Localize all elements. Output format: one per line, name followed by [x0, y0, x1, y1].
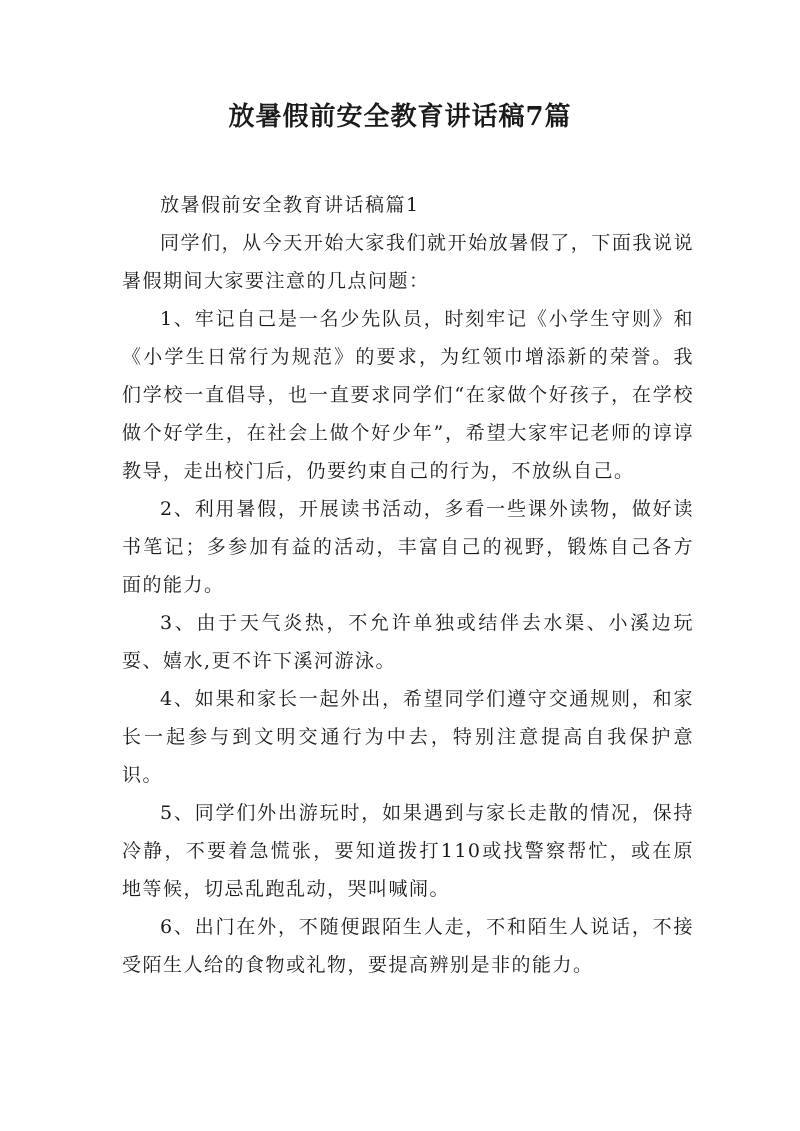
paragraph-item-5: 5、同学们外出游玩时，如果遇到与家长走散的情况，保持冷静，不要着急慌张，要知道拨打110或找警察帮忙，或在原地等候，切忌乱跑乱动，哭叫喊闹。 [122, 802, 694, 900]
paragraph-item-3: 3、由于天气炎热，不允许单独或结伴去水渠、小溪边玩耍、嬉水,更不许下溪河游泳。 [122, 612, 694, 672]
document-title: 放暑假前安全教育讲话稿7篇 [228, 102, 572, 132]
section-heading: 放暑假前安全教育讲话稿篇1 [160, 194, 420, 216]
paragraph-item-4: 4、如果和家长一起外出，希望同学们遵守交通规则，和家长一起参与到文明交通行为中去，特别注意提高自我保护意识。 [122, 688, 694, 786]
paragraph-item-6: 6、出门在外，不随便跟陌生人走，不和陌生人说话，不接受陌生人给的食物或礼物，要提高辨别是非的能力。 [122, 916, 694, 976]
paragraph-item-1: 1、牢记自己是一名少先队员，时刻牢记《小学生守则》和《小学生日常行为规范》的要求，为红领巾增添新的荣誉。我们学校一直倡导，也一直要求同学们“在家做个好孩子，在学校做个好学生，在社会上做个好少年”，希望大家牢记老师的谆谆教导，走出校门后，仍要约束自己的行为，不放纵自己。 [122, 308, 694, 482]
paragraph-item-2: 2、利用暑假，开展读书活动，多看一些课外读物，做好读书笔记；多参加有益的活动，丰富自己的视野，锻炼自己各方面的能力。 [122, 498, 694, 596]
document-body [122, 186, 694, 984]
paragraph-intro: 同学们，从今天开始大家我们就开始放暑假了，下面我说说暑假期间大家要注意的几点问题： [122, 232, 694, 292]
